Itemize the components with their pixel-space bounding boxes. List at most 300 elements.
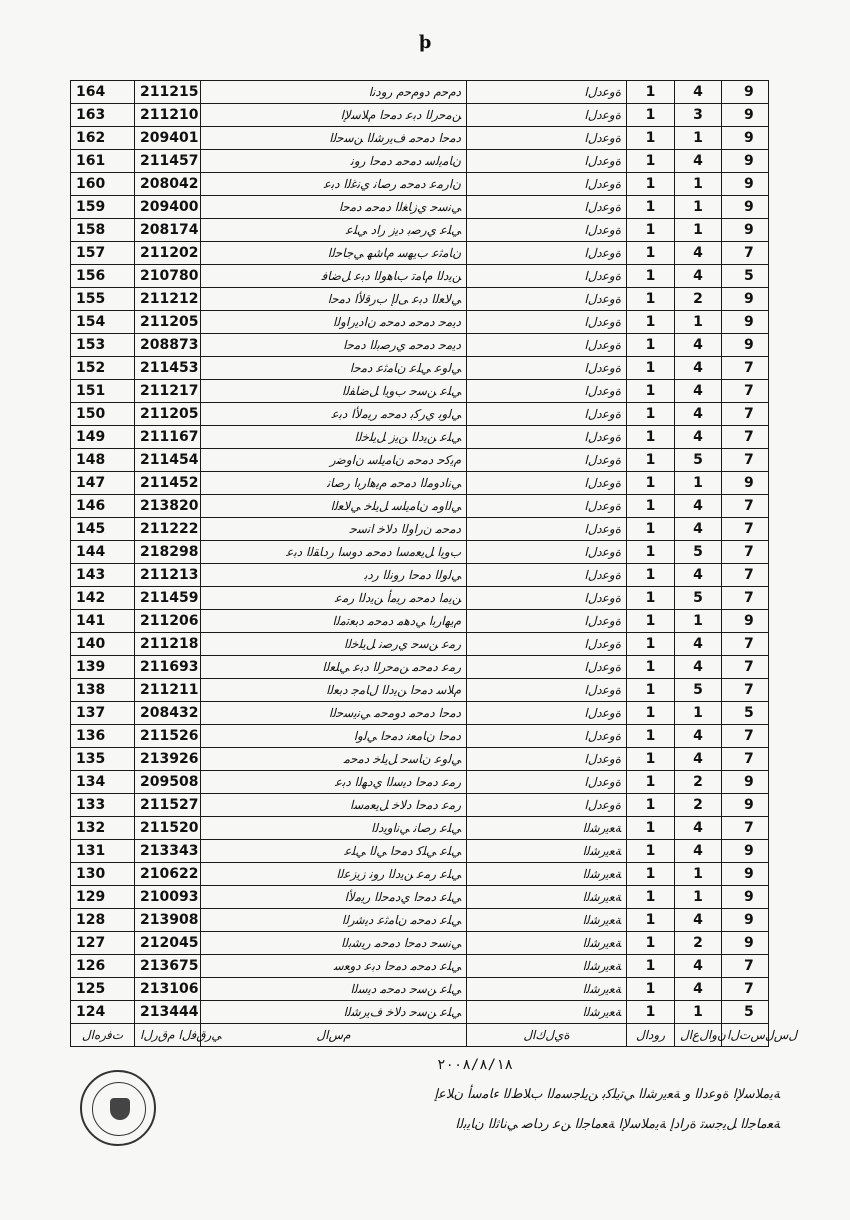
- college-cell: ﺓﻭﻋﺩﻝﺍ: [467, 656, 627, 679]
- grade-cell: 9: [722, 288, 769, 311]
- serial-cell: 139: [71, 656, 135, 679]
- grade-cell: 9: [722, 173, 769, 196]
- year-cell: 1: [627, 288, 675, 311]
- file-number-cell: 211222: [135, 518, 201, 541]
- name-cell: ﻲﻠﻋ ﻦﺳﺣ ﺩﻟﺎﺧ ﻑﻳﺭﺷﻟﺍ: [201, 1001, 467, 1024]
- table-row: [71, 403, 769, 426]
- year-cell: 1: [627, 587, 675, 610]
- footer-line-2: ﺔﻌﻣﺎﺟﻟﺍ ﻞﻳﺟﺳﺗ ﺓﺭﺍﺩﺇ ﺔﻳﻣﻼﺳﻹﺍ ﺔﻌﻣﺎﺟﻟﺍ ﻦﻋ ﺭﺩﺎﺻ ﻲﻧﺎﺛﻟﺍ ﻥﺎﻳﺑﻟﺍ: [455, 1117, 780, 1132]
- name-cell: ﻲﻠﻋ ﺩﻣﺣﺍ ﻱﺩﻣﺣﻟﺍ ﺭﻳﻣﻷﺍ: [201, 886, 467, 909]
- college-cell: ﺓﻭﻋﺩﻝﺍ: [467, 173, 627, 196]
- grade-cell: 9: [722, 932, 769, 955]
- file-number-cell: 210780: [135, 265, 201, 288]
- serial-cell: 144: [71, 541, 135, 564]
- serial-cell: 143: [71, 564, 135, 587]
- name-cell: ﻲﻟﻭﻋ ﻥﺎﺳﺣ ﻞﻳﻠﺧ ﺩﻣﺣﻣ: [201, 748, 467, 771]
- file-number-cell: 211457: [135, 150, 201, 173]
- table-row: [71, 219, 769, 242]
- table-row: [71, 150, 769, 173]
- serial-cell: 164: [71, 81, 135, 104]
- file-number-cell: 211217: [135, 380, 201, 403]
- college-cell: ﺓﻭﻋﺩﻝﺍ: [467, 610, 627, 633]
- college-cell: ﺓﻭﻋﺩﻝﺍ: [467, 518, 627, 541]
- college-cell: ﺓﻭﻋﺩﻝﺍ: [467, 564, 627, 587]
- college-cell: ﺓﻭﻋﺩﻝﺍ: [467, 587, 627, 610]
- name-cell: ﻲﻠﻋ ﻦﻳﺩﻟﺍ ﻦﻳﺯ ﻞﻳﻠﺧﻟﺍ: [201, 426, 467, 449]
- level-cell: 2: [675, 288, 722, 311]
- name-cell: ﻲﻧﺳﺣ ﺩﻣﺣﺍ ﺩﻣﺣﻣ ﺭﻳﺷﺑﻟﺍ: [201, 932, 467, 955]
- serial-cell: 135: [71, 748, 135, 771]
- name-cell: ﻲﻠﻋ ﺩﻣﺣﻣ ﻥﺎﻣﺛﻋ ﺩﻳﺷﺭﻟﺍ: [201, 909, 467, 932]
- file-number-cell: 211218: [135, 633, 201, 656]
- footer-line-1: ﺔﻳﻣﻼﺳﻹﺍ ﺓﻭﻋﺩﻟﺍ ﻭ ﺔﻌﻳﺭﺷﻟﺍ ﻲﺗﻳﻠﻛﺑ ﻦﻳﻠﺟﺳﻣﻟﺍ ﺏﻼﻁﻟﺍ ﺀﺎﻣﺳﺃ ﻥﻼﻋﺇ: [434, 1087, 780, 1102]
- file-number-cell: 208174: [135, 219, 201, 242]
- name-cell: ﻲﻧﺍﺩﻭﻣﻟﺍ ﺩﻣﺣﻣ ﻡﻳﻫﺍﺭﺑﺍ ﺭﺻﺎﻧ: [201, 472, 467, 495]
- grade-cell: 7: [722, 449, 769, 472]
- grade-cell: 7: [722, 564, 769, 587]
- level-cell: 5: [675, 587, 722, 610]
- grade-cell: 9: [722, 127, 769, 150]
- level-cell: 4: [675, 955, 722, 978]
- header-cell: ﺕﻓﺭﻩﺍﻝ: [71, 1024, 135, 1047]
- grade-cell: 9: [722, 610, 769, 633]
- name-cell: ﻲﻠﻋ ﺭﻣﻋ ﻦﻳﺩﻟﺍ ﺭﻭﻧ ﺯﻳﺯﻋﻟﺍ: [201, 863, 467, 886]
- grade-cell: 9: [722, 311, 769, 334]
- name-cell: ﻥﺍﺭﻣﻋ ﺩﻣﺣﻣ ﺭﺻﺎﻧ ﻱﻧﻏﻟﺍ ﺩﺑﻋ: [201, 173, 467, 196]
- table-row: [71, 656, 769, 679]
- year-cell: 1: [627, 380, 675, 403]
- college-cell: ﺔﻌﻳﺭﺷﻟﺍ: [467, 955, 627, 978]
- college-cell: ﺓﻭﻋﺩﻝﺍ: [467, 771, 627, 794]
- level-cell: 3: [675, 104, 722, 127]
- year-cell: 1: [627, 403, 675, 426]
- year-cell: 1: [627, 334, 675, 357]
- official-seal: [80, 1070, 156, 1146]
- year-cell: 1: [627, 817, 675, 840]
- level-cell: 4: [675, 426, 722, 449]
- table-row: [71, 702, 769, 725]
- table-row: [71, 840, 769, 863]
- table-row: [71, 495, 769, 518]
- file-number-cell: 213675: [135, 955, 201, 978]
- serial-cell: 159: [71, 196, 135, 219]
- serial-cell: 136: [71, 725, 135, 748]
- year-cell: 1: [627, 725, 675, 748]
- college-cell: ﺓﻭﻋﺩﻝﺍ: [467, 357, 627, 380]
- level-cell: 4: [675, 495, 722, 518]
- serial-cell: 141: [71, 610, 135, 633]
- file-number-cell: 218298: [135, 541, 201, 564]
- level-cell: 2: [675, 794, 722, 817]
- file-number-cell: 213908: [135, 909, 201, 932]
- table-row: [71, 357, 769, 380]
- file-number-cell: 211205: [135, 311, 201, 334]
- file-number-cell: 213820: [135, 495, 201, 518]
- level-cell: 4: [675, 334, 722, 357]
- level-cell: 4: [675, 978, 722, 1001]
- serial-cell: 157: [71, 242, 135, 265]
- serial-cell: 150: [71, 403, 135, 426]
- grade-cell: 9: [722, 81, 769, 104]
- grade-cell: 7: [722, 978, 769, 1001]
- year-cell: 1: [627, 679, 675, 702]
- college-cell: ﺔﻌﻳﺭﺷﻟﺍ: [467, 909, 627, 932]
- level-cell: 1: [675, 886, 722, 909]
- footer-note: [170, 1050, 780, 1140]
- serial-cell: 161: [71, 150, 135, 173]
- year-cell: 1: [627, 702, 675, 725]
- name-cell: ﻡﻳﻬﺍﺭﺑﺍ ﻲﺩﻫﻣ ﺩﻣﺣﻣ ﺩﺑﻌﺗﻣﻟﺍ: [201, 610, 467, 633]
- file-number-cell: 209508: [135, 771, 201, 794]
- table-row: [71, 863, 769, 886]
- level-cell: 4: [675, 817, 722, 840]
- serial-cell: 160: [71, 173, 135, 196]
- name-cell: ﺭﻣﻋ ﻦﺳﺣ ﻱﺭﺻﻧ ﻞﻳﻠﺧﻟﺍ: [201, 633, 467, 656]
- level-cell: 4: [675, 150, 722, 173]
- grade-cell: 9: [722, 886, 769, 909]
- grade-cell: 7: [722, 748, 769, 771]
- level-cell: 4: [675, 633, 722, 656]
- year-cell: 1: [627, 541, 675, 564]
- serial-cell: 142: [71, 587, 135, 610]
- serial-cell: 148: [71, 449, 135, 472]
- level-cell: 1: [675, 863, 722, 886]
- grade-cell: 5: [722, 1001, 769, 1024]
- grade-cell: 7: [722, 955, 769, 978]
- level-cell: 5: [675, 541, 722, 564]
- table-row: [71, 173, 769, 196]
- name-cell: ﺩﻳﻣﺣ ﺩﻣﺣﻣ ﺩﻣﺣﻣ ﻥﺍﺩﻳﺭﺍﻭﻟﺍ: [201, 311, 467, 334]
- grade-cell: 7: [722, 495, 769, 518]
- level-cell: 4: [675, 564, 722, 587]
- grade-cell: 9: [722, 196, 769, 219]
- serial-cell: 131: [71, 840, 135, 863]
- grade-cell: 9: [722, 840, 769, 863]
- grade-cell: 9: [722, 104, 769, 127]
- table-row: [71, 978, 769, 1001]
- level-cell: 4: [675, 242, 722, 265]
- header-cell: ﻥﻭﺍﻝﻉﺍﻝ: [675, 1024, 722, 1047]
- header-cell: ﺓﻱﻝﻙﺍﻝ: [467, 1024, 627, 1047]
- table-row: [71, 127, 769, 150]
- year-cell: 1: [627, 472, 675, 495]
- table-row: [71, 265, 769, 288]
- file-number-cell: 211453: [135, 357, 201, 380]
- file-number-cell: 211213: [135, 564, 201, 587]
- file-number-cell: 211211: [135, 679, 201, 702]
- name-cell: ﻡﻳﻛﺣ ﺩﻣﺣﻣ ﻥﺎﻣﻳﻠﺳ ﻥﺍﻭﺿﺭ: [201, 449, 467, 472]
- year-cell: 1: [627, 794, 675, 817]
- serial-cell: 137: [71, 702, 135, 725]
- college-cell: ﺓﻭﻋﺩﻝﺍ: [467, 426, 627, 449]
- year-cell: 1: [627, 104, 675, 127]
- college-cell: ﺓﻭﻋﺩﻝﺍ: [467, 403, 627, 426]
- college-cell: ﺔﻌﻳﺭﺷﻟﺍ: [467, 886, 627, 909]
- file-number-cell: 211452: [135, 472, 201, 495]
- name-cell: ﻦﻳﺩﻟﺍ ﻡﺎﻣﺗ ﺏﺎﻫﻭﻟﺍ ﺩﺑﻋ ﻞﺿﺎﻓ: [201, 265, 467, 288]
- grade-cell: 7: [722, 426, 769, 449]
- level-cell: 1: [675, 311, 722, 334]
- serial-cell: 153: [71, 334, 135, 357]
- year-cell: 1: [627, 978, 675, 1001]
- level-cell: 5: [675, 679, 722, 702]
- year-cell: 1: [627, 610, 675, 633]
- table-row: [71, 587, 769, 610]
- name-cell: ﺭﻣﻋ ﺩﻣﺣﻣ ﻦﻣﺣﺭﻟﺍ ﺩﺑﻋ ﻲﻠﻌﻟﺍ: [201, 656, 467, 679]
- students-table-wrapper: [70, 80, 798, 1042]
- serial-cell: 146: [71, 495, 135, 518]
- college-cell: ﺔﻌﻳﺭﺷﻟﺍ: [467, 840, 627, 863]
- college-cell: ﺓﻭﻋﺩﻝﺍ: [467, 702, 627, 725]
- level-cell: 4: [675, 748, 722, 771]
- name-cell: ﻥﺎﻣﺛﻋ ﺏﻳﻬﺳ ﻡﺎﺷﻬ ﻲﺟﺎﺣﻟﺍ: [201, 242, 467, 265]
- name-cell: ﺩﻣﺣﺍ ﺩﻣﺣﻣ ﻑﻳﺭﺷﻟﺍ ﻦﺳﺣﻟﺍ: [201, 127, 467, 150]
- grade-cell: 5: [722, 265, 769, 288]
- college-cell: ﺓﻭﻋﺩﻝﺍ: [467, 311, 627, 334]
- serial-cell: 130: [71, 863, 135, 886]
- year-cell: 1: [627, 265, 675, 288]
- college-cell: ﺓﻭﻋﺩﻝﺍ: [467, 679, 627, 702]
- name-cell: ﺩﻣﺣﺍ ﺩﻣﺣﻣ ﺩﻭﻣﺣﻣ ﻲﻧﻳﺳﺣﻟﺍ: [201, 702, 467, 725]
- serial-cell: 151: [71, 380, 135, 403]
- grade-cell: 7: [722, 380, 769, 403]
- college-cell: ﺔﻌﻳﺭﺷﻟﺍ: [467, 1001, 627, 1024]
- grade-cell: 7: [722, 817, 769, 840]
- year-cell: 1: [627, 242, 675, 265]
- level-cell: 1: [675, 127, 722, 150]
- grade-cell: 9: [722, 863, 769, 886]
- level-cell: 4: [675, 81, 722, 104]
- file-number-cell: 213926: [135, 748, 201, 771]
- serial-cell: 156: [71, 265, 135, 288]
- college-cell: ﺓﻭﻋﺩﻝﺍ: [467, 265, 627, 288]
- file-number-cell: 210622: [135, 863, 201, 886]
- name-cell: ﻲﻠﻋ ﻱﺭﺻﺑ ﺩﻳﺯ ﺭﺍﺩ ﻲﻠﻋ: [201, 219, 467, 242]
- year-cell: 1: [627, 219, 675, 242]
- grade-cell: 5: [722, 702, 769, 725]
- table-row: [71, 886, 769, 909]
- grade-cell: 7: [722, 587, 769, 610]
- table-row: [71, 955, 769, 978]
- page-number: ϸ: [418, 32, 432, 53]
- college-cell: ﺓﻭﻋﺩﻝﺍ: [467, 472, 627, 495]
- file-number-cell: 211215: [135, 81, 201, 104]
- table-header-row: [71, 1024, 769, 1047]
- level-cell: 4: [675, 403, 722, 426]
- table-row: [71, 242, 769, 265]
- file-number-cell: 211526: [135, 725, 201, 748]
- serial-cell: 132: [71, 817, 135, 840]
- table-row: [71, 81, 769, 104]
- file-number-cell: 211520: [135, 817, 201, 840]
- table-row: [71, 311, 769, 334]
- level-cell: 1: [675, 173, 722, 196]
- level-cell: 2: [675, 932, 722, 955]
- college-cell: ﺓﻭﻋﺩﻝﺍ: [467, 725, 627, 748]
- table-row: [71, 633, 769, 656]
- name-cell: ﺩﻡﺣﻡ ﺩﻭﻡﺣﻡ ﺭﻭﺩﻧﺍ: [201, 81, 467, 104]
- name-cell: ﻲﻟﻭﻟﺍ ﺩﻣﺣﺍ ﺭﻭﻧﻟﺍ ﺭﺩﺑ: [201, 564, 467, 587]
- file-number-cell: 211210: [135, 104, 201, 127]
- name-cell: ﻲﻟﺍﻭﻣ ﻥﺎﻣﻳﻠﺳ ﻞﻳﻠﺧ ﻲﻟﺎﻌﻟﺍ: [201, 495, 467, 518]
- college-cell: ﺓﻭﻋﺩﻝﺍ: [467, 127, 627, 150]
- table-row: [71, 288, 769, 311]
- college-cell: ﺓﻭﻋﺩﻝﺍ: [467, 81, 627, 104]
- grade-cell: 7: [722, 725, 769, 748]
- name-cell: ﻲﻠﻋ ﺩﻣﺣﻣ ﺩﻣﺣﺍ ﺩﺑﻋ ﺩﻭﻌﺳ: [201, 955, 467, 978]
- serial-cell: 147: [71, 472, 135, 495]
- year-cell: 1: [627, 955, 675, 978]
- year-cell: 1: [627, 173, 675, 196]
- grade-cell: 9: [722, 334, 769, 357]
- year-cell: 1: [627, 127, 675, 150]
- college-cell: ﺓﻭﻋﺩﻝﺍ: [467, 150, 627, 173]
- header-cell: ﻡﺱﺍﻝ: [201, 1024, 467, 1047]
- college-cell: ﺓﻭﻋﺩﻝﺍ: [467, 633, 627, 656]
- serial-cell: 158: [71, 219, 135, 242]
- college-cell: ﺓﻭﻋﺩﻝﺍ: [467, 242, 627, 265]
- file-number-cell: 211167: [135, 426, 201, 449]
- level-cell: 4: [675, 656, 722, 679]
- file-number-cell: 208873: [135, 334, 201, 357]
- grade-cell: 7: [722, 518, 769, 541]
- table-body: [71, 81, 769, 1024]
- table-row: [71, 196, 769, 219]
- serial-cell: 154: [71, 311, 135, 334]
- college-cell: ﺔﻌﻳﺭﺷﻟﺍ: [467, 817, 627, 840]
- year-cell: 1: [627, 840, 675, 863]
- table-row: [71, 380, 769, 403]
- name-cell: ﻲﻠﻋ ﺭﺻﺎﻧ ﻲﻧﺍﻭﻳﺩﻟﺍ: [201, 817, 467, 840]
- grade-cell: 9: [722, 909, 769, 932]
- level-cell: 1: [675, 702, 722, 725]
- serial-cell: 127: [71, 932, 135, 955]
- year-cell: 1: [627, 426, 675, 449]
- college-cell: ﺔﻌﻳﺭﺷﻟﺍ: [467, 978, 627, 1001]
- name-cell: ﻦﻳﻣﺍ ﺩﻣﺣﻣ ﺭﻳﻣﺃ ﻦﻳﺩﻟﺍ ﺭﻣﻋ: [201, 587, 467, 610]
- table-row: [71, 932, 769, 955]
- file-number-cell: 208042: [135, 173, 201, 196]
- file-number-cell: 212045: [135, 932, 201, 955]
- college-cell: ﺔﻌﻳﺭﺷﻟﺍ: [467, 932, 627, 955]
- college-cell: ﺓﻭﻋﺩﻝﺍ: [467, 219, 627, 242]
- year-cell: 1: [627, 656, 675, 679]
- level-cell: 4: [675, 265, 722, 288]
- college-cell: ﺓﻭﻋﺩﻝﺍ: [467, 288, 627, 311]
- table-row: [71, 817, 769, 840]
- name-cell: ﺭﻣﻋ ﺩﻣﺣﺍ ﺩﻳﺳﻟﺍ ﻱﺩﻬﻟﺍ ﺩﺑﻋ: [201, 771, 467, 794]
- table-row: [71, 748, 769, 771]
- table-row: [71, 679, 769, 702]
- year-cell: 1: [627, 748, 675, 771]
- level-cell: 4: [675, 357, 722, 380]
- college-cell: ﺓﻭﻋﺩﻝﺍ: [467, 541, 627, 564]
- file-number-cell: 211202: [135, 242, 201, 265]
- header-cell: ﻲﺭﻕﻓﻝﺍ ﻡﻕﺭﻝﺍ: [135, 1024, 201, 1047]
- year-cell: 1: [627, 909, 675, 932]
- serial-cell: 129: [71, 886, 135, 909]
- year-cell: 1: [627, 932, 675, 955]
- name-cell: ﻲﻟﺎﻌﻟﺍ ﺩﺑﻋ ﻰﻟﺇ ﺏﺭﻗﻷﺍ ﺩﻣﺣﺍ: [201, 288, 467, 311]
- level-cell: 4: [675, 725, 722, 748]
- grade-cell: 7: [722, 357, 769, 380]
- table-row: [71, 541, 769, 564]
- level-cell: 1: [675, 219, 722, 242]
- table-row: [71, 909, 769, 932]
- serial-cell: 134: [71, 771, 135, 794]
- name-cell: ﻲﻠﻋ ﻲﻠﻛ ﺩﻣﺣﺍ ﻲﻟﺍ ﻲﻠﻋ: [201, 840, 467, 863]
- serial-cell: 126: [71, 955, 135, 978]
- year-cell: 1: [627, 150, 675, 173]
- college-cell: ﺔﻌﻳﺭﺷﻟﺍ: [467, 863, 627, 886]
- serial-cell: 140: [71, 633, 135, 656]
- file-number-cell: 211527: [135, 794, 201, 817]
- level-cell: 1: [675, 472, 722, 495]
- table-row: [71, 610, 769, 633]
- table-row: [71, 334, 769, 357]
- level-cell: 1: [675, 196, 722, 219]
- grade-cell: 9: [722, 472, 769, 495]
- level-cell: 5: [675, 449, 722, 472]
- college-cell: ﺓﻭﻋﺩﻝﺍ: [467, 495, 627, 518]
- name-cell: ﻲﻟﻭﻋ ﻲﻠﻋ ﻥﺎﻣﺛﻋ ﺩﻣﺣﺍ: [201, 357, 467, 380]
- grade-cell: 7: [722, 242, 769, 265]
- year-cell: 1: [627, 863, 675, 886]
- name-cell: ﺏﻭﻳﺍ ﻞﻳﻌﻣﺳﺍ ﺩﻣﺣﻣ ﺩﻭﺳﺍ ﺭﺩﺎﻘﻟﺍ ﺩﺑﻋ: [201, 541, 467, 564]
- file-number-cell: 209400: [135, 196, 201, 219]
- name-cell: ﻲﻟﻭﺑ ﻱﺭﻛﺑ ﺩﻣﺣﻣ ﺭﻳﻣﻷﺍ ﺩﺑﻋ: [201, 403, 467, 426]
- file-number-cell: 209401: [135, 127, 201, 150]
- grade-cell: 7: [722, 403, 769, 426]
- grade-cell: 9: [722, 219, 769, 242]
- file-number-cell: 211693: [135, 656, 201, 679]
- footer-date: ٢٠٠٨/٨/١٨: [437, 1057, 513, 1073]
- file-number-cell: 211212: [135, 288, 201, 311]
- seal-emblem-icon: [110, 1098, 130, 1120]
- name-cell: ﺭﻣﻋ ﺩﻣﺣﺍ ﺩﻟﺎﺧ ﻞﻳﻌﻣﺳﺍ: [201, 794, 467, 817]
- level-cell: 4: [675, 518, 722, 541]
- table-row: [71, 725, 769, 748]
- file-number-cell: 213343: [135, 840, 201, 863]
- year-cell: 1: [627, 1001, 675, 1024]
- grade-cell: 7: [722, 679, 769, 702]
- name-cell: ﻥﺎﻣﻳﻟﺳ ﺩﻣﺣﻣ ﺩﻣﺣﺍ ﺭﻭﻧ: [201, 150, 467, 173]
- college-cell: ﺓﻭﻋﺩﻝﺍ: [467, 380, 627, 403]
- level-cell: 2: [675, 771, 722, 794]
- serial-cell: 152: [71, 357, 135, 380]
- grade-cell: 7: [722, 633, 769, 656]
- level-cell: 4: [675, 909, 722, 932]
- table-row: [71, 564, 769, 587]
- name-cell: ﻲﻠﻋ ﻦﺳﺣ ﺏﻭﻳﺍ ﻞﺿﺎﻔﻟﺍ: [201, 380, 467, 403]
- file-number-cell: 208432: [135, 702, 201, 725]
- level-cell: 4: [675, 840, 722, 863]
- name-cell: ﻲﻠﻋ ﻦﺳﺣ ﺩﻣﺣﻣ ﺩﻳﺳﻟﺍ: [201, 978, 467, 1001]
- name-cell: ﺩﻣﺣﻣ ﻥﺭﺍﻭﻟﺍ ﺩﻟﺎﺧ ﺍﻧﺳﺣ: [201, 518, 467, 541]
- file-number-cell: 213106: [135, 978, 201, 1001]
- name-cell: ﻡﻼﺳ ﺩﻣﺣﺍ ﻦﻳﺩﻟﺍ ﻝﺎﻣﺟ ﺩﺑﻌﻟﺍ: [201, 679, 467, 702]
- year-cell: 1: [627, 81, 675, 104]
- grade-cell: 9: [722, 150, 769, 173]
- serial-cell: 155: [71, 288, 135, 311]
- table-row: [71, 771, 769, 794]
- name-cell: ﻲﻧﺳﺣ ﻱﺯﺎﻐﻟﺍ ﺩﻣﺣﻣ ﺩﻣﺣﺍ: [201, 196, 467, 219]
- name-cell: ﺩﻳﻣﺣ ﺩﻣﺣﻣ ﻱﺭﺻﺑﻟﺍ ﺩﻣﺣﺍ: [201, 334, 467, 357]
- file-number-cell: 211206: [135, 610, 201, 633]
- level-cell: 4: [675, 380, 722, 403]
- table-row: [71, 518, 769, 541]
- year-cell: 1: [627, 886, 675, 909]
